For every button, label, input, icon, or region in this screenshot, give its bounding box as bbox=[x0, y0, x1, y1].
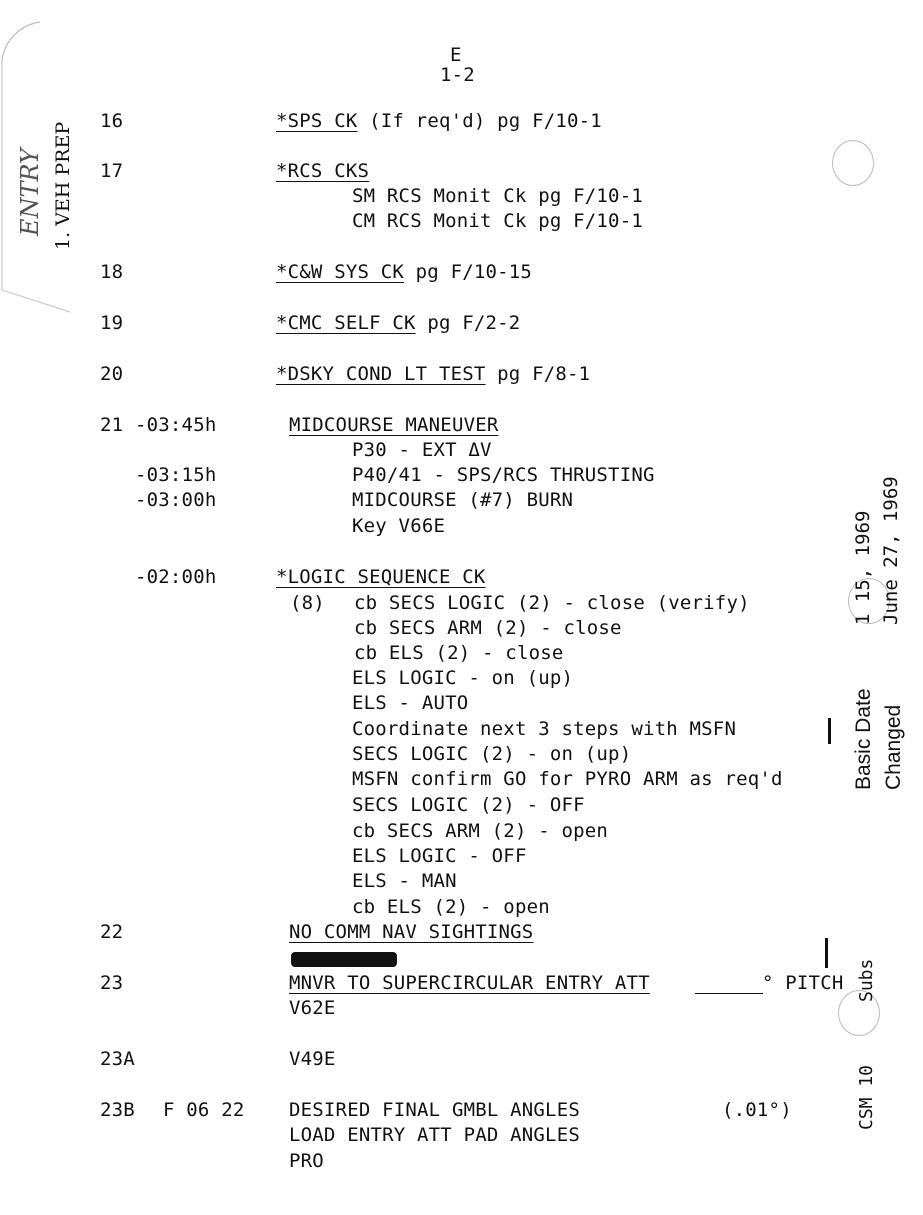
step-21-time-2: -03:15h bbox=[135, 464, 217, 486]
step-20-ref: pg F/8-1 bbox=[497, 363, 591, 385]
step-23-line-2: V62E bbox=[289, 997, 336, 1019]
logic-line-1: cb SECS LOGIC (2) - close (verify) bbox=[354, 592, 750, 614]
change-bar-2 bbox=[825, 938, 828, 968]
step-17-line-1: SM RCS Monit Ck pg F/10-1 bbox=[352, 185, 643, 207]
step-number-17: 17 bbox=[100, 160, 124, 182]
step-18-title: *C&W SYS CK bbox=[276, 261, 405, 283]
logic-line-11: ELS LOGIC - OFF bbox=[352, 845, 527, 867]
step-number-23b: 23B bbox=[100, 1099, 135, 1121]
step-17-line-2: CM RCS Monit Ck pg F/10-1 bbox=[352, 210, 643, 232]
logic-line-13: cb ELS (2) - open bbox=[352, 896, 550, 918]
logic-line-12: ELS - MAN bbox=[352, 870, 457, 892]
step-21-line-3: MIDCOURSE (#7) BURN bbox=[352, 489, 574, 511]
logic-title: *LOGIC SEQUENCE CK bbox=[276, 566, 486, 588]
basic-date-value: 1 15, 1969 bbox=[852, 510, 874, 625]
step-21-line-2: P40/41 - SPS/RCS THRUSTING bbox=[352, 464, 655, 486]
step-21-title: MIDCOURSE MANEUVER bbox=[289, 414, 499, 436]
step-23b-line-2: LOAD ENTRY ATT PAD ANGLES bbox=[289, 1124, 580, 1146]
step-23-pitch: ° PITCH bbox=[762, 972, 844, 994]
redaction-mark bbox=[291, 952, 397, 967]
step-23b-units: (.01°) bbox=[722, 1099, 792, 1121]
changed-label: Changed bbox=[882, 704, 905, 790]
page-number: 1-2 bbox=[440, 64, 475, 86]
step-21-time: -03:45h bbox=[135, 414, 217, 436]
logic-line-8: MSFN confirm GO for PYRO ARM as req'd bbox=[352, 768, 783, 790]
change-bar-1 bbox=[828, 718, 831, 744]
step-16-ref: (If req'd) pg F/10-1 bbox=[369, 110, 602, 132]
logic-line-7: SECS LOGIC (2) - on (up) bbox=[352, 743, 632, 765]
step-number-22: 22 bbox=[100, 921, 124, 943]
step-23-title: MNVR TO SUPERCIRCULAR ENTRY ATT bbox=[289, 972, 650, 994]
step-18-line bbox=[276, 261, 532, 283]
pitch-blank bbox=[695, 993, 763, 994]
logic-time: -02:00h bbox=[135, 566, 217, 588]
section-letter: E bbox=[450, 44, 462, 66]
basic-date-label: Basic Date bbox=[852, 688, 875, 790]
step-19-title: *CMC SELF CK bbox=[276, 312, 416, 334]
step-19-line bbox=[276, 312, 520, 334]
logic-line-4: ELS LOGIC - on (up) bbox=[352, 667, 574, 689]
step-number-23: 23 bbox=[100, 972, 124, 994]
step-number-16: 16 bbox=[100, 110, 124, 132]
step-number-23a: 23A bbox=[100, 1048, 135, 1070]
logic-line-6: Coordinate next 3 steps with MSFN bbox=[352, 718, 737, 740]
step-number-19: 19 bbox=[100, 312, 124, 334]
logic-line-2: cb SECS ARM (2) - close bbox=[354, 617, 622, 639]
step-20-title: *DSKY COND LT TEST bbox=[276, 363, 486, 385]
binder-hole-top bbox=[832, 140, 874, 186]
step-23a-text: V49E bbox=[289, 1048, 336, 1070]
tab-section-label: 1. VEH PREP bbox=[52, 121, 74, 250]
logic-line-9: SECS LOGIC (2) - OFF bbox=[352, 794, 585, 816]
changed-date-value: June 27, 1969 bbox=[880, 476, 902, 625]
step-number-18: 18 bbox=[100, 261, 124, 283]
step-number-21: 21 bbox=[100, 414, 124, 436]
step-18-ref: pg F/10-15 bbox=[415, 261, 533, 283]
step-number-20: 20 bbox=[100, 363, 124, 385]
step-16-line bbox=[276, 110, 602, 132]
logic-line-5: ELS - AUTO bbox=[352, 692, 469, 714]
step-16-title: *SPS CK bbox=[276, 110, 358, 132]
step-23b-line-3: PRO bbox=[289, 1150, 324, 1172]
step-22-title: NO COMM NAV SIGHTINGS bbox=[289, 921, 534, 943]
step-17-title: *RCS CKS bbox=[276, 160, 370, 182]
logic-line-3: cb ELS (2) - close bbox=[354, 642, 564, 664]
step-19-ref: pg F/2-2 bbox=[427, 312, 521, 334]
tab-handwritten-label: ENTRY bbox=[16, 148, 44, 236]
csm-label: CSM 10 bbox=[856, 1064, 877, 1130]
logic-count: (8) bbox=[290, 592, 325, 614]
step-23b-code: F 06 22 bbox=[163, 1099, 245, 1121]
step-21-time-3: -03:00h bbox=[135, 489, 217, 511]
logic-line-10: cb SECS ARM (2) - open bbox=[352, 820, 609, 842]
step-21-line-4: Key V66E bbox=[352, 515, 446, 537]
subs-label: Subs bbox=[856, 958, 877, 1002]
step-21-line-1: P30 - EXT ΔV bbox=[352, 439, 492, 461]
step-20-line bbox=[276, 363, 590, 385]
step-23b-line-1: DESIRED FINAL GMBL ANGLES bbox=[289, 1099, 580, 1121]
